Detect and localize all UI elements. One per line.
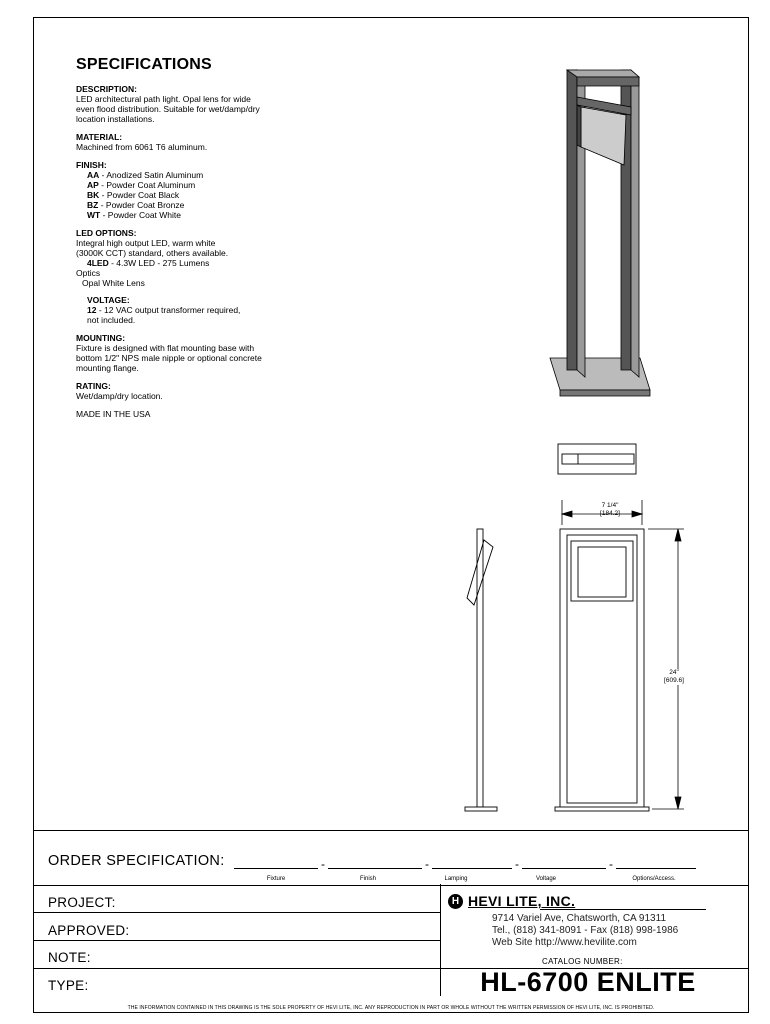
description-line: location installations. <box>76 114 155 124</box>
catalog-number: HL-6700 ENLITE <box>480 967 696 997</box>
company-address: 9714 Variel Ave, Chatsworth, CA 91311 <box>492 913 666 924</box>
width-dimension <box>590 502 630 518</box>
led-text: Integral high output LED, warm white <box>76 238 216 248</box>
material-text: Machined from 6061 T6 aluminum. <box>76 142 208 152</box>
top-view <box>558 444 636 474</box>
optics-label: Optics <box>76 268 101 278</box>
voltage-heading: VOLTAGE: <box>87 295 130 305</box>
finish-option: WT - Powder Coat White <box>87 210 181 220</box>
finish-section <box>76 160 336 220</box>
led-text: (3000K CCT) standard, others available. <box>76 248 229 258</box>
voltage-field[interactable] <box>522 868 606 869</box>
description-section <box>76 84 336 124</box>
proprietary-notice: THE INFORMATION CONTAINED IN THIS DRAWING IS THE SOLE PROPERTY OF HEVI LITE, INC. ANY REPRODUCTION IN PART OR WHOLE WITHOUT THE WRITTEN PERMISSION OF HEVI LITE, INC. IS PROHIBITED. <box>127 1005 655 1011</box>
height-dimension <box>660 669 688 685</box>
lamping-field[interactable] <box>432 868 512 869</box>
finish-option: BZ - Powder Coat Bronze <box>87 200 185 210</box>
approved-label: APPROVED: <box>48 923 130 938</box>
fixture-caption: Fixture <box>266 876 286 882</box>
mounting-heading: MOUNTING: <box>76 333 126 343</box>
description-heading: DESCRIPTION: <box>76 84 137 94</box>
finish-heading: FINISH: <box>76 160 107 170</box>
width-mm: [184.2] <box>600 510 620 517</box>
rating-heading: RATING: <box>76 381 111 391</box>
company-website: Web Site http://www.hevilite.com <box>492 937 637 948</box>
material-heading: MATERIAL: <box>76 132 123 142</box>
led-options-heading: LED OPTIONS: <box>76 228 137 238</box>
height-mm: [609.6] <box>664 677 684 684</box>
options-caption: Options/Access. <box>632 876 676 882</box>
dimension-lines <box>562 500 684 809</box>
description-line: LED architectural path light. Opal lens for wide <box>76 94 251 104</box>
order-specification: ORDER SPECIFICATION: - - - - Fixture Finish Lamping Voltage Options/Access. <box>34 830 749 886</box>
voltage-note: not included. <box>87 315 136 325</box>
isometric-view <box>550 70 650 396</box>
rating-text: Wet/damp/dry location. <box>76 391 163 401</box>
project-label: PROJECT: <box>48 895 116 910</box>
side-view <box>465 529 497 811</box>
optics-value: Opal White Lens <box>82 278 145 288</box>
finish-option: AP - Powder Coat Aluminum <box>87 180 196 190</box>
hevi-lite-logo: H <box>448 894 463 909</box>
mounting-section <box>76 333 336 373</box>
options-field[interactable] <box>616 868 696 869</box>
specifications-block <box>76 56 336 427</box>
company-name: HEVI LITE, INC. <box>468 893 576 909</box>
finish-option: AA - Anodized Satin Aluminum <box>87 170 204 180</box>
note-label: NOTE: <box>48 950 91 965</box>
finish-caption: Finish <box>359 876 376 882</box>
rating-section <box>76 381 336 401</box>
finish-field[interactable] <box>328 868 422 869</box>
front-view <box>555 529 649 811</box>
material-section <box>76 132 336 152</box>
led-option: 4LED - 4.3W LED - 275 Lumens <box>87 258 210 268</box>
width-inches: 7 1/4" <box>601 502 619 509</box>
description-line: even flood distribution. Suitable for wet/damp/dry <box>76 104 260 114</box>
voltage-option: 12 - 12 VAC output transformer required, <box>87 305 241 315</box>
catalog-number-label: CATALOG NUMBER: <box>542 957 623 966</box>
mounting-line: bottom 1/2" NPS male nipple or optional concrete <box>76 353 262 363</box>
type-label: TYPE: <box>48 978 89 993</box>
led-options-section <box>76 228 336 325</box>
fixture-drawings <box>440 55 740 825</box>
voltage-caption: Voltage <box>535 876 557 882</box>
finish-option: BK - Powder Coat Black <box>87 190 180 200</box>
lamping-caption: Lamping <box>444 876 468 882</box>
specifications-heading: SPECIFICATIONS <box>76 56 212 73</box>
mounting-line: mounting flange. <box>76 363 139 373</box>
company-phone: Tel., (818) 341-8091 - Fax (818) 998-1986 <box>492 925 679 936</box>
mounting-line: Fixture is designed with flat mounting base with <box>76 343 255 353</box>
order-spec-label: ORDER SPECIFICATION: <box>48 853 225 869</box>
made-in-usa: MADE IN THE USA <box>76 409 151 419</box>
fixture-field[interactable] <box>234 868 318 869</box>
height-inches: 24" <box>669 669 679 676</box>
